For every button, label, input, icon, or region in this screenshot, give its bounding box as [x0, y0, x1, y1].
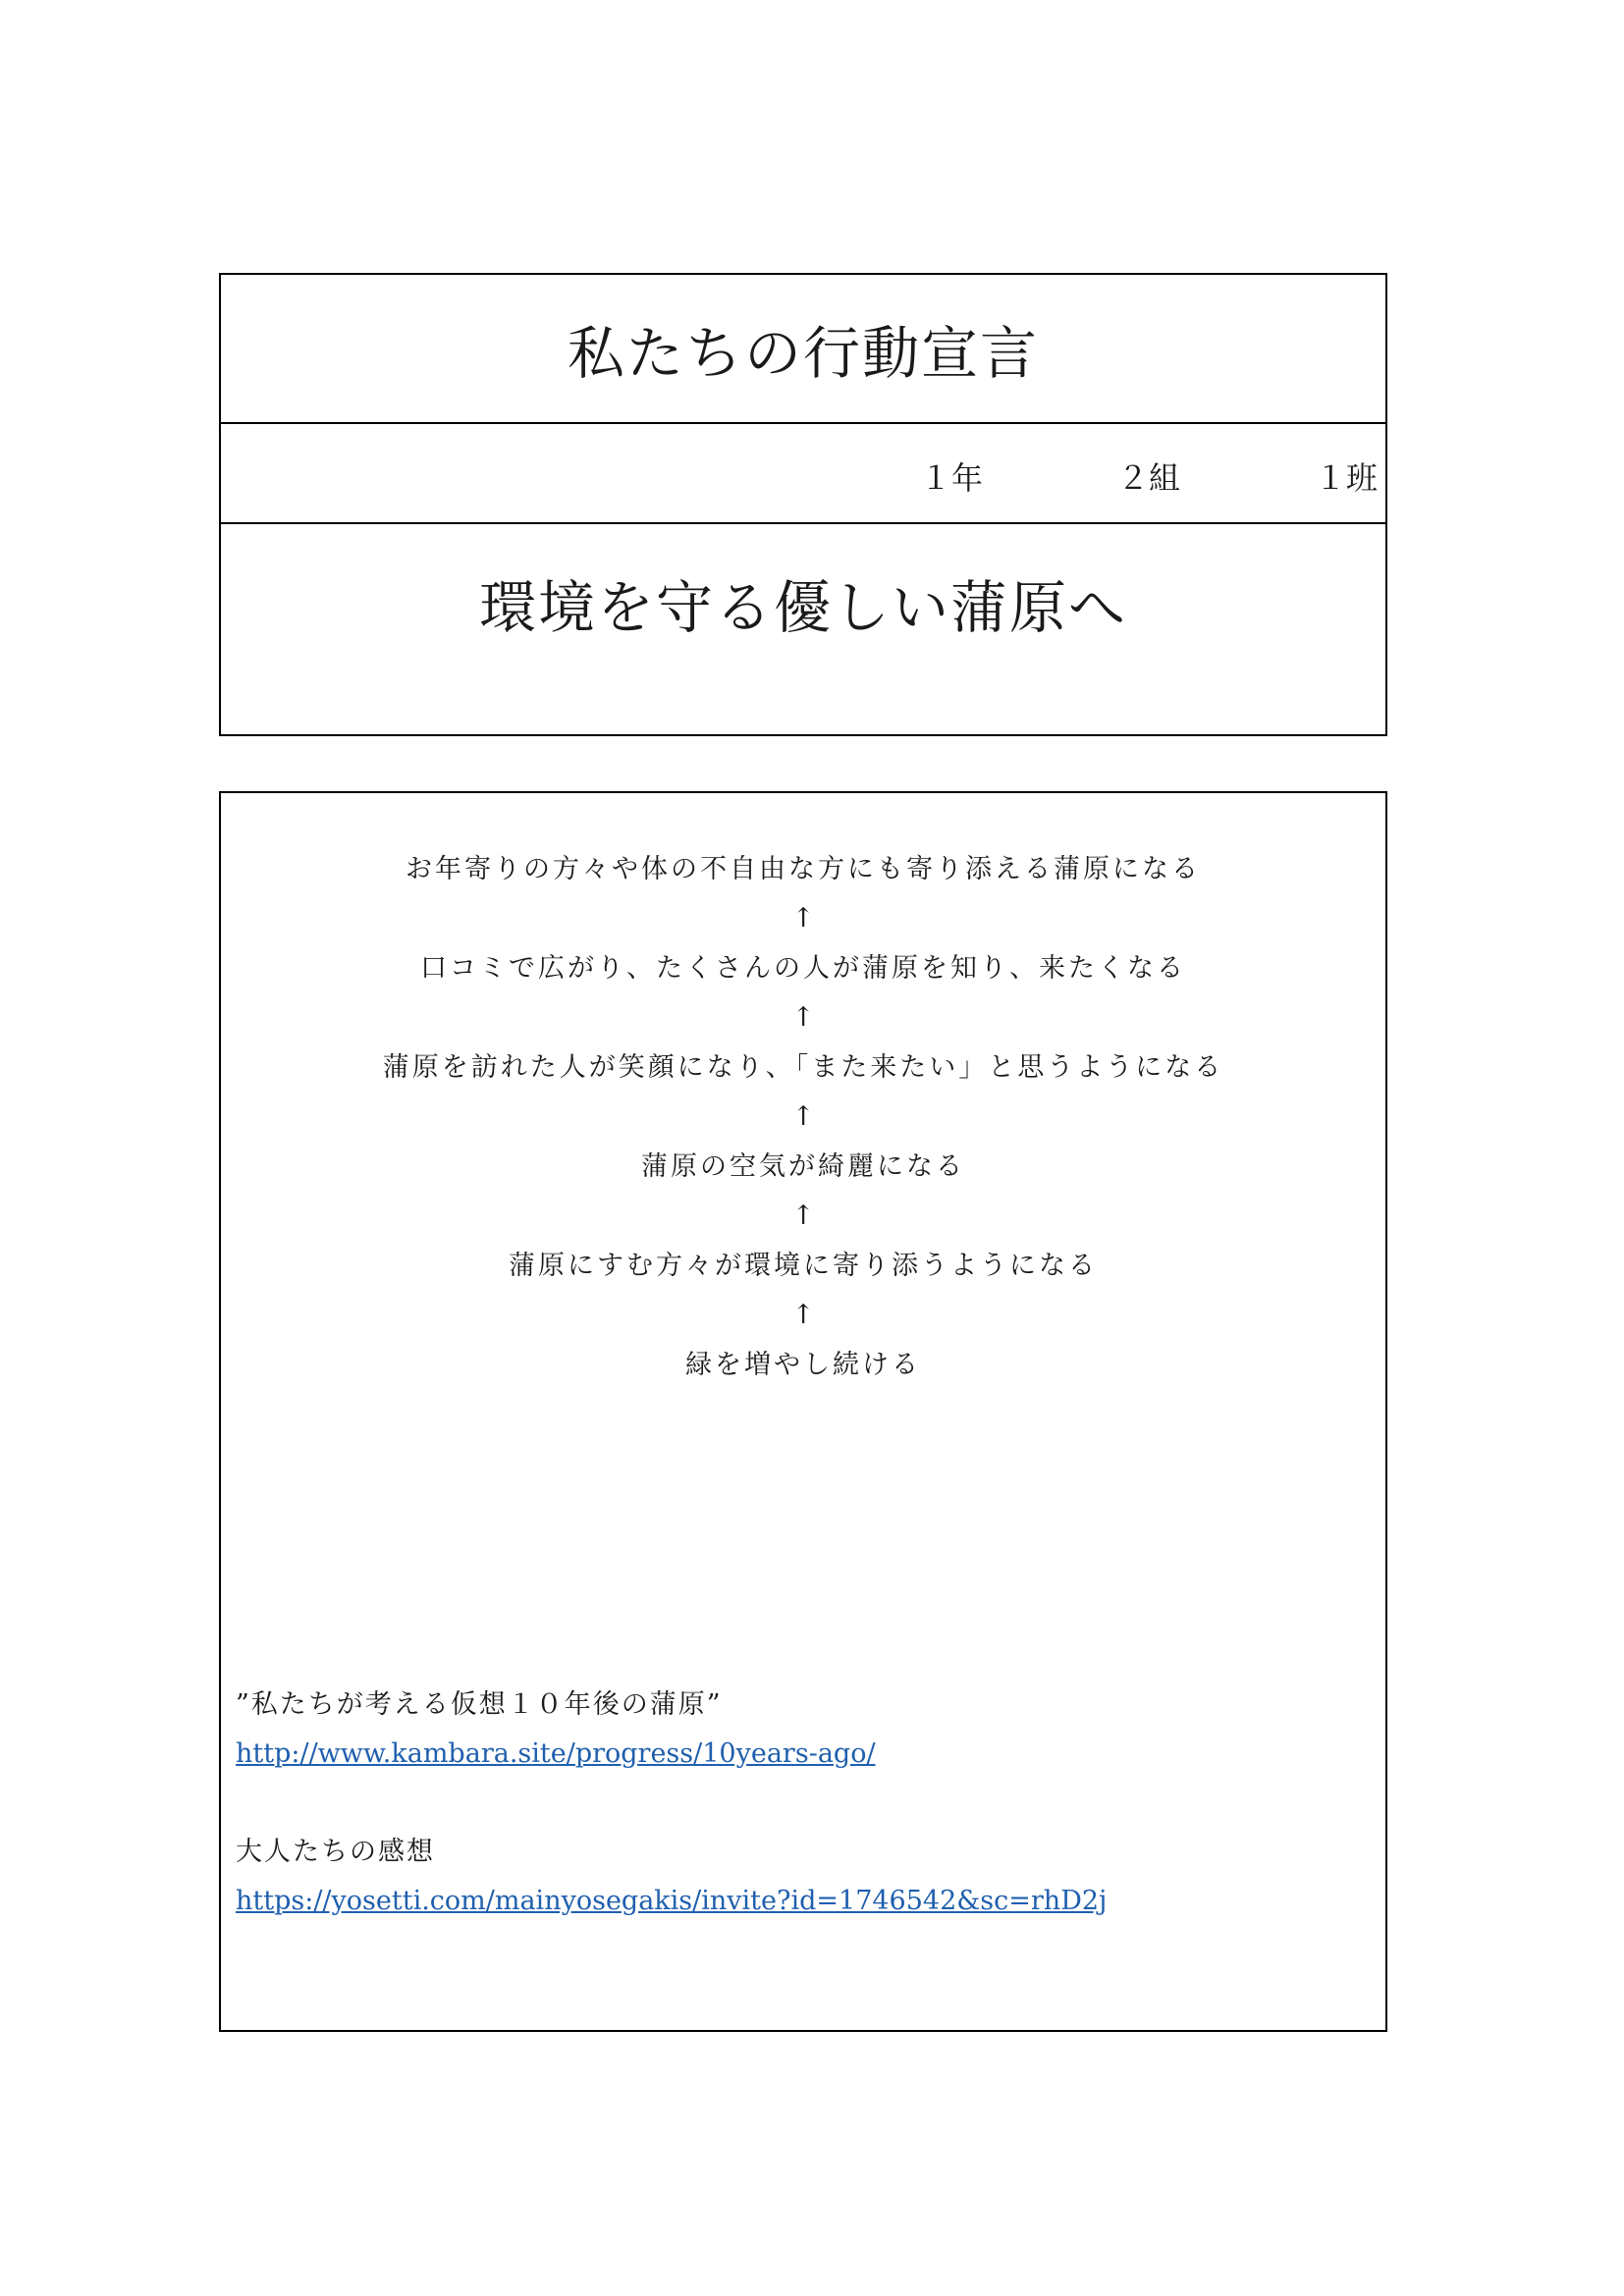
action-chain [221, 844, 1385, 1390]
up-arrow-icon: ↑ [791, 1201, 815, 1231]
declaration-header-box [219, 273, 1387, 736]
class-group: ２組 [1117, 459, 1181, 497]
class-team: １班 [1315, 459, 1379, 497]
slogan: 環境を守る優しい蒲原へ [478, 574, 1127, 641]
up-arrow-icon: ↑ [791, 1002, 815, 1033]
class-year: １年 [920, 459, 984, 497]
up-arrow-icon: ↑ [791, 1101, 815, 1132]
chain-step-3: 蒲原を訪れた人が笑顔になり、「また来たい」と思うようになる [382, 1052, 1224, 1083]
future-kambara-label: ”私たちが考える仮想１０年後の蒲原” [236, 1689, 723, 1720]
chain-step-5: 蒲原にすむ方々が環境に寄り添うようになる [509, 1251, 1098, 1281]
adult-impressions-label: 大人たちの感想 [236, 1837, 435, 1867]
future-kambara-link[interactable]: http://www.kambara.site/progress/10years-ago/ [236, 1738, 876, 1769]
adult-impressions-section [236, 1828, 1107, 1926]
title-row [221, 275, 1385, 424]
action-chain-box [219, 791, 1387, 2032]
future-kambara-section [236, 1681, 876, 1779]
page-title: 私たちの行動宣言 [567, 320, 1039, 387]
chain-step-2: 口コミで広がり、たくさんの人が蒲原を知り、来たくなる [420, 953, 1186, 984]
up-arrow-icon: ↑ [791, 903, 815, 934]
class-info-row [221, 424, 1385, 524]
chain-step-6: 緑を増やし続ける [685, 1350, 921, 1380]
chain-step-4: 蒲原の空気が綺麗になる [641, 1151, 965, 1182]
up-arrow-icon: ↑ [791, 1300, 815, 1330]
adult-impressions-link[interactable]: https://yosetti.com/mainyosegakis/invite?id=1746542&sc=rhD2j [236, 1886, 1108, 1916]
slogan-row [221, 524, 1385, 734]
chain-step-1: お年寄りの方々や体の不自由な方にも寄り添える蒲原になる [406, 854, 1201, 884]
